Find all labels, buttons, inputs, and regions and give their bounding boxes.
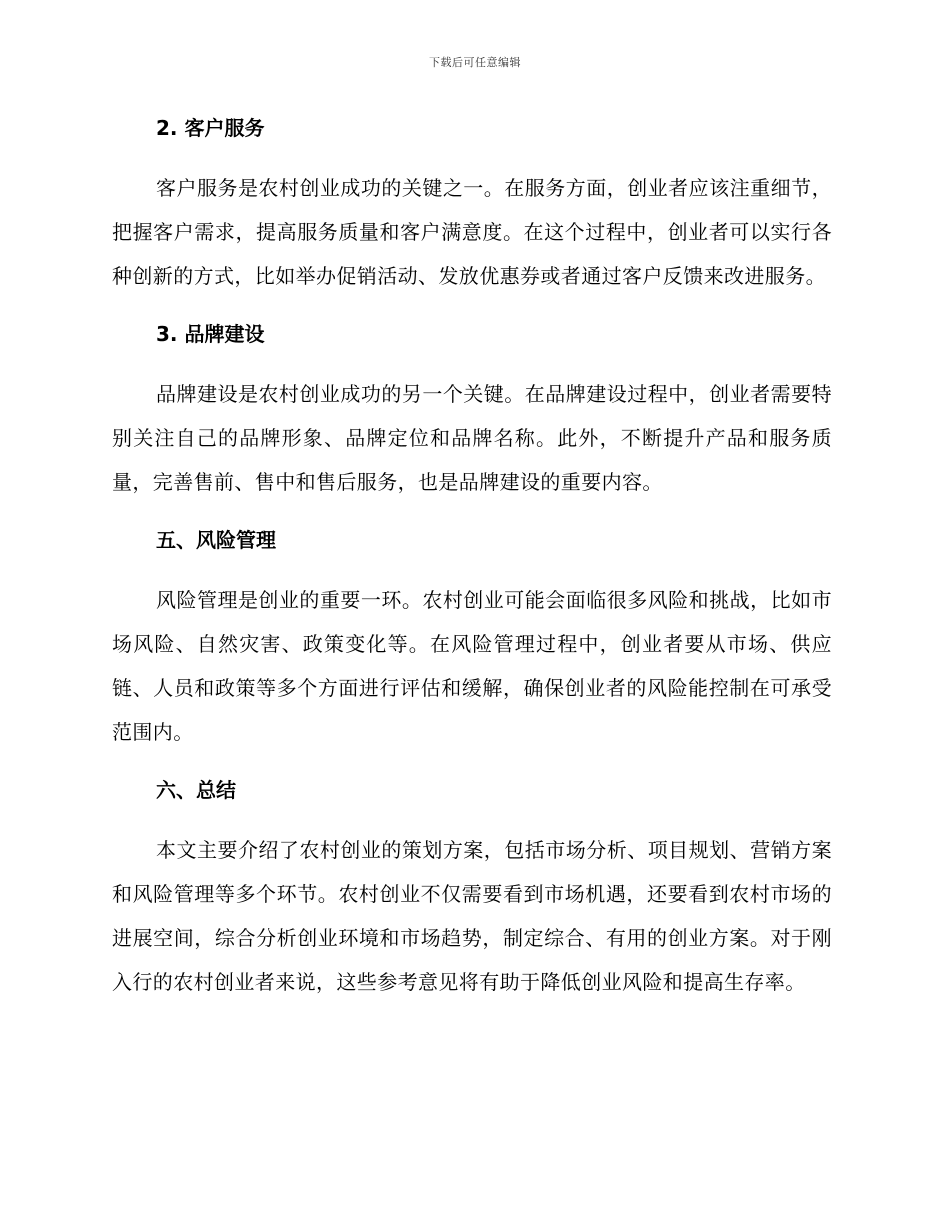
section-heading: 3. 品牌建设: [156, 322, 265, 346]
document-body: [112, 110, 832, 1022]
section-paragraph: 风险管理是创业的重要一环。农村创业可能会面临很多风险和挑战，比如市场风险、自然灾害、政策变化等。在风险管理过程中，创业者要从市场、供应链、人员和政策等多个方面进行评估和缓解，确保创业者的风险能控制在可承受范围内。: [112, 588, 832, 744]
section-heading: 2. 客户服务: [156, 116, 265, 140]
section-heading: 六、总结: [156, 778, 236, 802]
page-header: 下载后可任意编辑: [429, 56, 521, 69]
section-summary: [112, 772, 832, 1004]
section-paragraph: 本文主要介绍了农村创业的策划方案，包括市场分析、项目规划、营销方案和风险管理等多个环节。农村创业不仅需要看到市场机遇，还要看到农村市场的进展空间，综合分析创业环境和市场趋势，制定综合、有用的创业方案。对于刚入行的农村创业者来说，这些参考意见将有助于降低创业风险和提高生存率。: [112, 838, 832, 994]
section-paragraph: 客户服务是农村创业成功的关键之一。在服务方面，创业者应该注重细节，把握客户需求，提高服务质量和客户满意度。在这个过程中，创业者可以实行各种创新的方式，比如举办促销活动、发放优惠券或者通过客户反馈来改进服务。: [112, 176, 832, 288]
section-heading: 五、风险管理: [156, 528, 276, 552]
section-customer-service: [112, 110, 832, 298]
section-risk-management: [112, 522, 832, 754]
section-paragraph: 品牌建设是农村创业成功的另一个关键。在品牌建设过程中，创业者需要特别关注自己的品牌形象、品牌定位和品牌名称。此外，不断提升产品和服务质量，完善售前、售中和售后服务，也是品牌建设的重要内容。: [112, 382, 832, 494]
section-brand-building: [112, 316, 832, 504]
